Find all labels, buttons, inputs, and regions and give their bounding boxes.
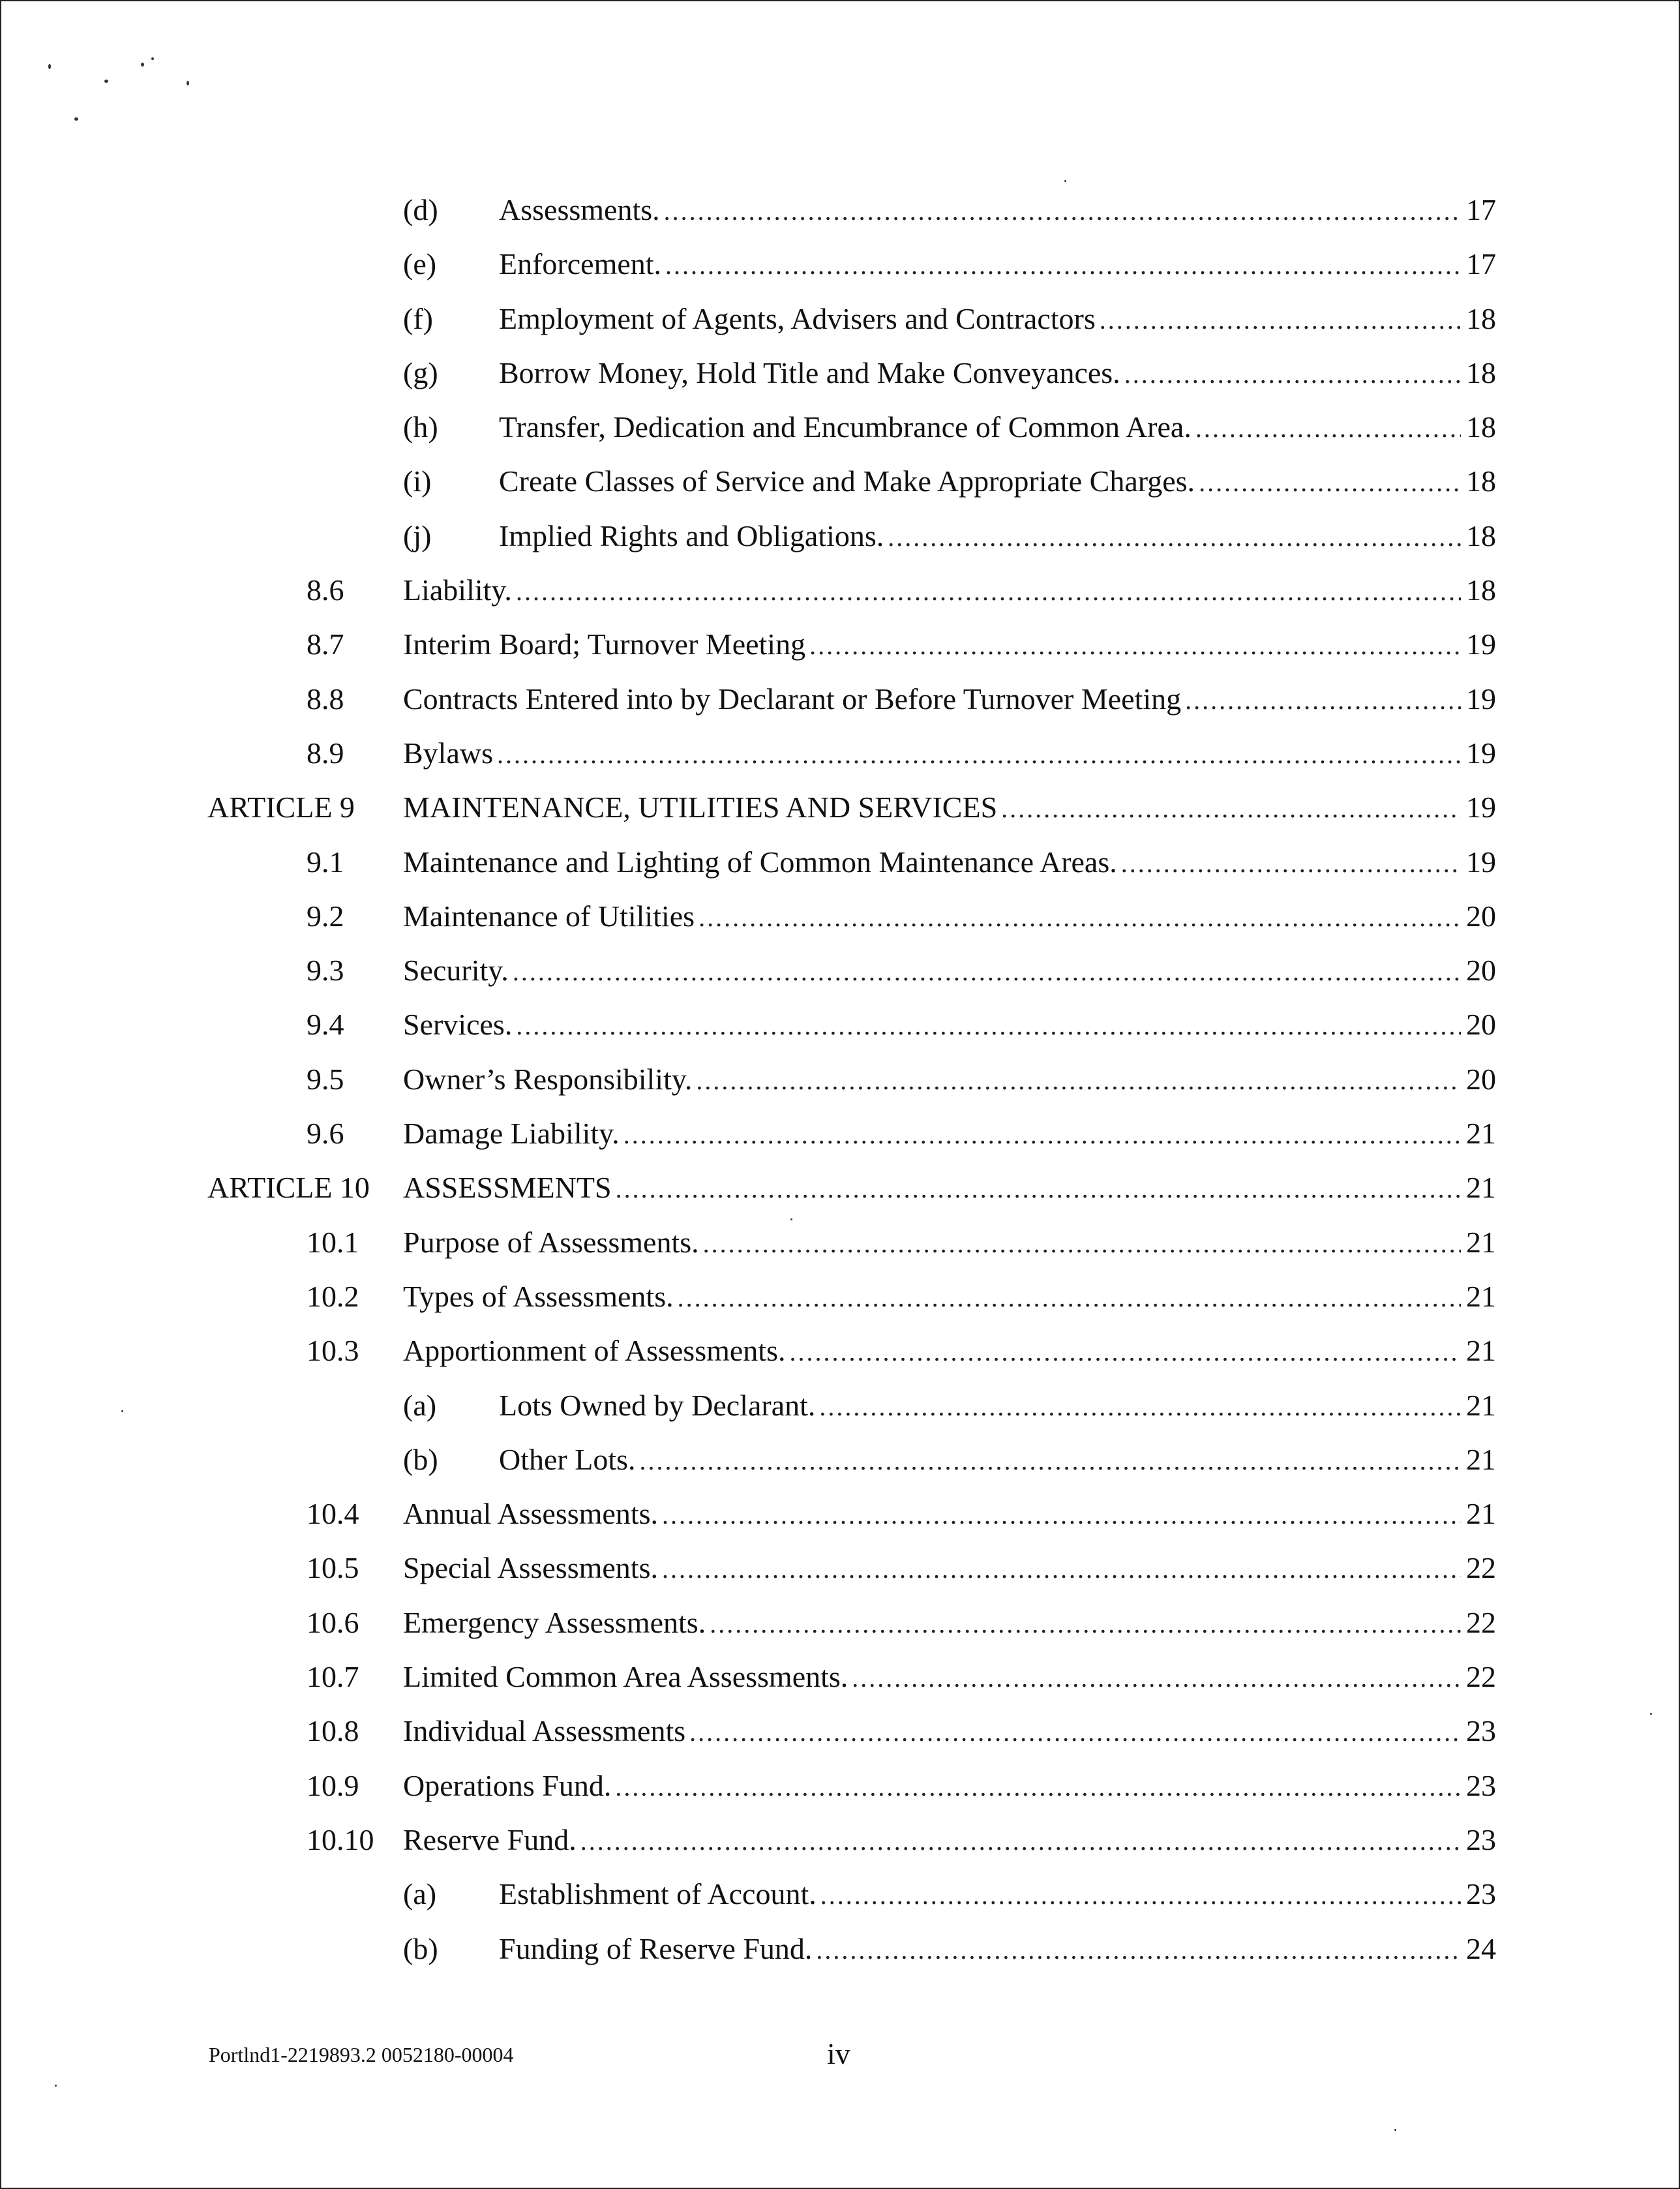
toc-entry-title: Borrow Money, Hold Title and Make Conveyances. [499, 355, 1120, 389]
toc-entry-title-wrap [403, 1767, 1461, 1806]
dot-leader [497, 736, 1461, 774]
toc-entry-number: 10.2 [307, 1279, 359, 1313]
toc-entry-title-wrap [499, 408, 1461, 447]
toc-entry-title: Limited Common Area Assessments. [403, 1660, 848, 1694]
toc-entry-title-wrap [403, 680, 1461, 719]
dot-leader [703, 1225, 1461, 1263]
toc-entry-title: Damage Liability. [403, 1117, 620, 1151]
toc-entry-number: 8.9 [307, 736, 344, 770]
toc-entry-title-wrap [403, 898, 1461, 937]
toc-entry-title-wrap [499, 1930, 1461, 1969]
toc-entry-page: 23 [1466, 1822, 1496, 1856]
toc-entry-title-wrap [403, 843, 1461, 883]
toc-entry [0, 1006, 1680, 1060]
scan-speck [141, 63, 144, 67]
toc-entry-number: 10.9 [307, 1768, 359, 1802]
toc-entry-page: 18 [1466, 464, 1496, 498]
dot-leader [1001, 790, 1461, 828]
toc-entry-title-wrap [403, 1604, 1461, 1643]
toc-entry [0, 1115, 1680, 1169]
toc-entry-number: 10.10 [307, 1822, 374, 1856]
toc-entry [0, 1875, 1680, 1929]
toc-entry [0, 408, 1680, 462]
toc-entry-title: Individual Assessments [403, 1714, 686, 1748]
toc-entry-title: Implied Rights and Obligations. [499, 519, 884, 552]
toc-entry [0, 1495, 1680, 1549]
toc-entry [0, 1224, 1680, 1278]
toc-entry-number: (d) [403, 193, 438, 226]
toc-entry [0, 789, 1680, 843]
toc-entry [0, 571, 1680, 626]
toc-entry-number: (a) [403, 1877, 437, 1911]
toc-entry-title: Liability. [403, 573, 512, 607]
toc-entry-title: Purpose of Assessments. [403, 1225, 699, 1259]
toc-entry-page: 18 [1466, 301, 1496, 335]
toc-entry-title: Bylaws [403, 736, 493, 770]
toc-entry [0, 300, 1680, 354]
toc-entry-title: Other Lots. [499, 1442, 636, 1476]
toc-entry-title: Apportionment of Assessments. [403, 1334, 786, 1368]
scan-speck [74, 117, 78, 121]
toc-entry-number: 9.6 [307, 1117, 344, 1151]
toc-entry-page: 21 [1466, 1334, 1496, 1368]
scan-speck [104, 80, 108, 83]
toc-entry-page: 20 [1466, 1062, 1496, 1096]
toc-entry-number: 8.8 [307, 682, 344, 716]
dot-leader [623, 1116, 1461, 1154]
toc-entry-number: 10.1 [307, 1225, 359, 1259]
toc-entry-title: Annual Assessments. [403, 1497, 658, 1531]
toc-entry-title-wrap [403, 1821, 1461, 1860]
toc-entry-title-wrap [403, 1061, 1461, 1100]
toc-entry-number: (a) [403, 1388, 437, 1422]
toc-entry-page: 23 [1466, 1877, 1496, 1911]
toc-entry [0, 1441, 1680, 1495]
toc-entry-number: 10.5 [307, 1551, 359, 1585]
toc-entry-page: 20 [1466, 1008, 1496, 1042]
dot-leader [820, 1877, 1461, 1914]
toc-entry-title-wrap [499, 245, 1461, 284]
dot-leader [789, 1333, 1461, 1371]
toc-entry [0, 1169, 1680, 1223]
toc-entry-title-wrap [403, 1278, 1461, 1317]
dot-leader [513, 953, 1461, 991]
dot-leader [888, 519, 1461, 556]
toc-entry-title-wrap [499, 300, 1461, 339]
toc-entry [0, 734, 1680, 789]
dot-leader [1185, 682, 1461, 719]
toc-entry [0, 1387, 1680, 1441]
toc-entry-page: 21 [1466, 1442, 1496, 1476]
toc-entry-title-wrap [403, 626, 1461, 665]
dot-leader [678, 1279, 1461, 1317]
toc-entry-title: Assessments. [499, 193, 660, 226]
scan-speck [55, 2085, 57, 2087]
toc-entry-page: 20 [1466, 954, 1496, 988]
toc-entry-title-wrap [499, 462, 1461, 502]
toc-entry-title-wrap [403, 789, 1461, 828]
toc-entry-title-wrap [499, 517, 1461, 556]
toc-entry [0, 517, 1680, 571]
toc-entry-page: 20 [1466, 899, 1496, 933]
toc-entry-page: 18 [1466, 355, 1496, 389]
toc-entry-page: 21 [1466, 1117, 1496, 1151]
table-of-contents [0, 191, 1680, 1984]
toc-entry-title: Create Classes of Service and Make Appropriate Charges. [499, 464, 1195, 498]
toc-entry-title: Services. [403, 1008, 513, 1042]
toc-entry [0, 462, 1680, 517]
dot-leader [816, 1931, 1461, 1969]
dot-leader [580, 1822, 1461, 1860]
toc-entry-number: ARTICLE 9 [207, 791, 355, 824]
toc-entry-page: 23 [1466, 1714, 1496, 1748]
toc-entry-title-wrap [499, 1387, 1461, 1426]
toc-entry-title-wrap [403, 1712, 1461, 1751]
toc-entry-page: 23 [1466, 1768, 1496, 1802]
toc-entry-title-wrap [403, 1006, 1461, 1045]
scan-speck [48, 64, 51, 69]
toc-entry-title-wrap [403, 1495, 1461, 1534]
scan-speck [1394, 2129, 1396, 2131]
toc-entry-title-wrap [403, 1224, 1461, 1263]
toc-entry-title-wrap [403, 1169, 1461, 1208]
toc-entry [0, 680, 1680, 734]
toc-entry-page: 18 [1466, 519, 1496, 552]
scan-speck [1064, 180, 1066, 182]
toc-entry [0, 1712, 1680, 1766]
toc-entry-number: 9.1 [307, 845, 344, 879]
toc-entry-title-wrap [403, 571, 1461, 611]
dot-leader [516, 1007, 1461, 1045]
toc-entry [0, 1278, 1680, 1332]
toc-entry-page: 22 [1466, 1605, 1496, 1639]
toc-entry-title-wrap [499, 354, 1461, 393]
toc-entry [0, 1658, 1680, 1712]
toc-entry-title: Lots Owned by Declarant. [499, 1388, 816, 1422]
toc-entry-title: Special Assessments. [403, 1551, 658, 1585]
toc-entry [0, 1061, 1680, 1115]
toc-entry-number: (f) [403, 301, 433, 335]
toc-entry-page: 22 [1466, 1660, 1496, 1694]
toc-entry-number: (i) [403, 464, 432, 498]
toc-entry-page: 21 [1466, 1171, 1496, 1205]
dot-leader [1195, 410, 1461, 447]
toc-entry-title: Reserve Fund. [403, 1822, 577, 1856]
toc-entry-number: (b) [403, 1931, 438, 1965]
toc-entry [0, 1604, 1680, 1658]
toc-entry-number: ARTICLE 10 [207, 1171, 370, 1205]
dot-leader [1199, 464, 1461, 502]
toc-entry-title-wrap [499, 1441, 1461, 1480]
dot-leader [1124, 355, 1461, 393]
toc-entry-title: Security. [403, 954, 509, 988]
toc-entry-title: Contracts Entered into by Declarant or Before Turnover Meeting [403, 682, 1182, 716]
toc-entry-title-wrap [499, 1875, 1461, 1914]
toc-entry-page: 21 [1466, 1279, 1496, 1313]
toc-entry-number: 10.8 [307, 1714, 359, 1748]
dot-leader [616, 1170, 1461, 1208]
toc-entry [0, 191, 1680, 245]
dot-leader [1121, 845, 1461, 883]
toc-entry-title: Maintenance of Utilities [403, 899, 695, 933]
toc-entry-page: 19 [1466, 682, 1496, 716]
toc-entry-page: 19 [1466, 736, 1496, 770]
toc-entry-title: Owner’s Responsibility. [403, 1062, 693, 1096]
toc-entry-title: Maintenance and Lighting of Common Maintenance Areas. [403, 845, 1117, 879]
dot-leader [852, 1659, 1461, 1697]
toc-entry-page: 21 [1466, 1388, 1496, 1422]
footer-document-id: Portlnd1-2219893.2 0052180-00004 [209, 2043, 514, 2066]
toc-entry [0, 245, 1680, 299]
footer-page-number: iv [827, 2037, 850, 2070]
toc-entry-page: 18 [1466, 573, 1496, 607]
toc-entry-number: (e) [403, 247, 437, 281]
scan-speck [187, 81, 189, 85]
dot-leader [516, 573, 1461, 611]
toc-entry-page: 18 [1466, 410, 1496, 444]
dot-leader [615, 1768, 1461, 1806]
toc-entry [0, 898, 1680, 952]
toc-entry-title: Interim Board; Turnover Meeting [403, 627, 806, 661]
toc-entry-number: (b) [403, 1442, 438, 1476]
toc-entry-number: 9.3 [307, 954, 344, 988]
dot-leader [696, 1062, 1461, 1100]
dot-leader [710, 1605, 1461, 1643]
toc-entry-number: 9.2 [307, 899, 344, 933]
toc-entry-title: Operations Fund. [403, 1768, 612, 1802]
toc-entry-number: 10.3 [307, 1334, 359, 1368]
toc-entry-page: 21 [1466, 1497, 1496, 1531]
toc-entry [0, 354, 1680, 408]
toc-entry [0, 626, 1680, 680]
toc-entry-title: Employment of Agents, Advisers and Contractors [499, 301, 1096, 335]
toc-entry-title-wrap [403, 1332, 1461, 1371]
dot-leader [665, 247, 1461, 284]
toc-entry-page: 19 [1466, 627, 1496, 661]
toc-entry-title: Funding of Reserve Fund. [499, 1931, 813, 1965]
dot-leader [640, 1442, 1461, 1480]
toc-entry-title-wrap [403, 952, 1461, 991]
dot-leader [662, 1496, 1461, 1534]
toc-entry-number: 8.6 [307, 573, 344, 607]
toc-entry [0, 952, 1680, 1006]
toc-entry-number: (h) [403, 410, 438, 444]
toc-entry-title: Establishment of Account. [499, 1877, 817, 1911]
dot-leader [1100, 301, 1461, 339]
toc-entry [0, 1821, 1680, 1875]
dot-leader [698, 899, 1461, 937]
toc-entry-page: 19 [1466, 791, 1496, 824]
toc-entry-number: (j) [403, 519, 432, 552]
toc-entry-number: 10.7 [307, 1660, 359, 1694]
toc-entry [0, 1930, 1680, 1984]
dot-leader [664, 192, 1461, 230]
scan-speck [151, 57, 154, 60]
toc-entry-page: 17 [1466, 193, 1496, 226]
toc-entry-title: Types of Assessments. [403, 1279, 674, 1313]
toc-entry-page: 19 [1466, 845, 1496, 879]
toc-entry-page: 24 [1466, 1931, 1496, 1965]
toc-entry-title: Transfer, Dedication and Encumbrance of Common Area. [499, 410, 1192, 444]
toc-entry-title-wrap [499, 191, 1461, 230]
dot-leader [662, 1550, 1461, 1588]
toc-entry-title-wrap [403, 1549, 1461, 1588]
toc-entry-title: Enforcement. [499, 247, 662, 281]
toc-entry-page: 22 [1466, 1551, 1496, 1585]
toc-entry-title: ASSESSMENTS [403, 1171, 612, 1205]
toc-entry-number: 10.4 [307, 1497, 359, 1531]
toc-entry-title-wrap [403, 1115, 1461, 1154]
toc-entry [0, 843, 1680, 898]
toc-entry-title-wrap [403, 734, 1461, 774]
toc-entry-page: 21 [1466, 1225, 1496, 1259]
dot-leader [819, 1388, 1461, 1426]
toc-entry [0, 1332, 1680, 1386]
toc-entry-number: 10.6 [307, 1605, 359, 1639]
toc-entry [0, 1549, 1680, 1603]
toc-entry-title: Emergency Assessments. [403, 1605, 706, 1639]
dot-leader [689, 1713, 1461, 1751]
toc-entry-number: 9.4 [307, 1008, 344, 1042]
toc-entry-number: 9.5 [307, 1062, 344, 1096]
toc-entry-page: 17 [1466, 247, 1496, 281]
toc-entry-number: 8.7 [307, 627, 344, 661]
toc-entry-title: MAINTENANCE, UTILITIES AND SERVICES [403, 791, 998, 824]
toc-entry [0, 1767, 1680, 1821]
toc-entry-number: (g) [403, 355, 438, 389]
toc-entry-title-wrap [403, 1658, 1461, 1697]
dot-leader [809, 627, 1461, 665]
